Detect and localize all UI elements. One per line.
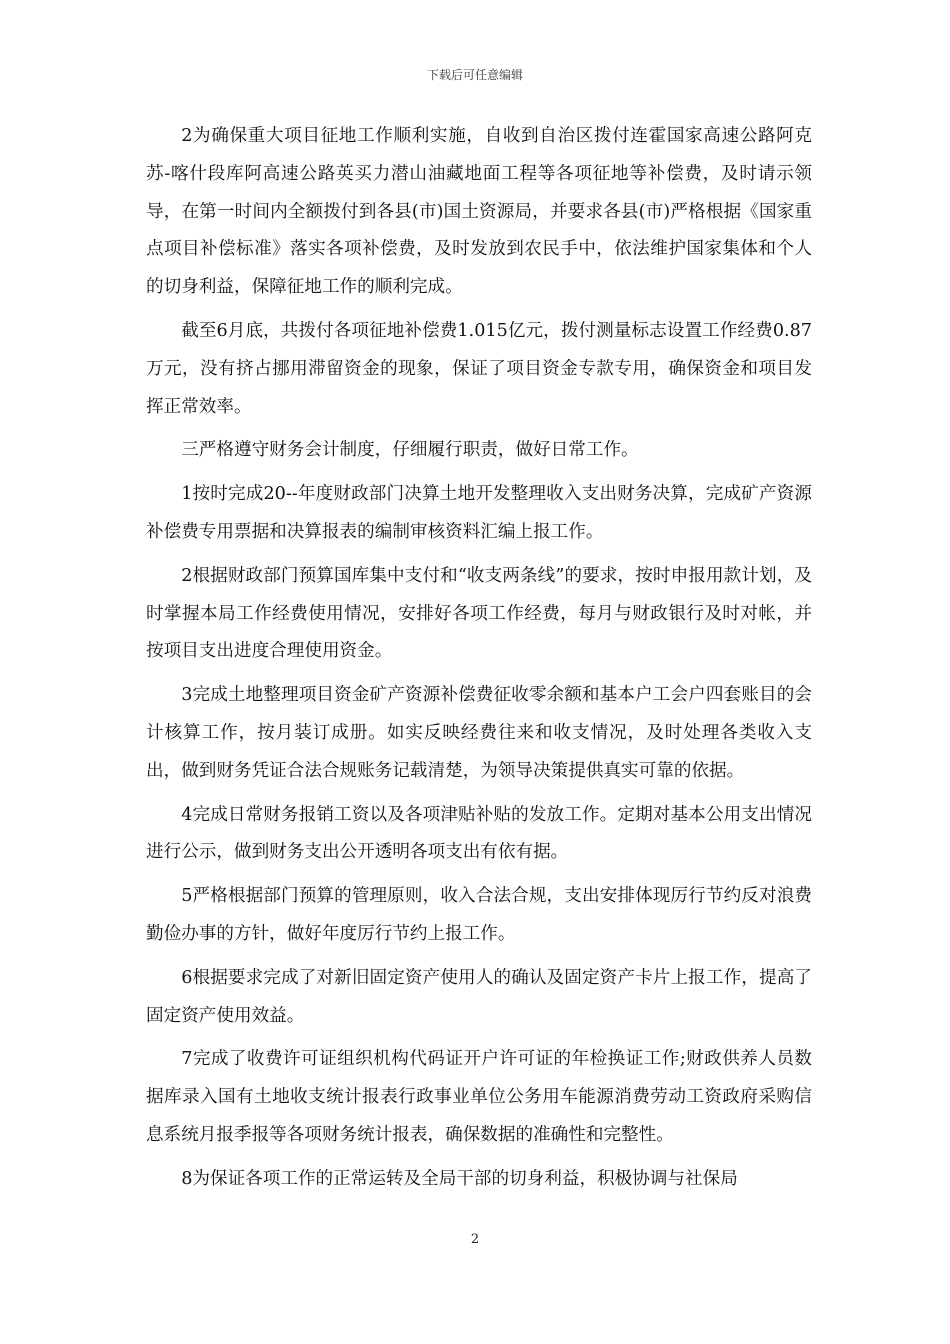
document-body xyxy=(146,118,812,1205)
page-header: 下载后可任意编辑 xyxy=(426,68,523,82)
paragraph: 5严格根据部门预算的管理原则，收入合法合规，支出安排体现厉行节约反对浪费勤俭办事的方针，做好年度厉行节约上报工作。 xyxy=(146,886,812,944)
paragraph: 2根据财政部门预算国库集中支付和“收支两条线”的要求，按时申报用款计划，及时掌握本局工作经费使用情况，安排好各项工作经费，每月与财政银行及时对帐，并按项目支出进度合理使用资金。 xyxy=(146,565,812,662)
paragraph: 1按时完成20--年度财政部门决算土地开发整理收入支出财务决算，完成矿产资源补偿费专用票据和决算报表的编制审核资料汇编上报工作。 xyxy=(146,484,812,542)
paragraph: 8为保证各项工作的正常运转及全局干部的切身利益，积极协调与社保局 xyxy=(181,1168,738,1189)
paragraph: 2为确保重大项目征地工作顺利实施，自收到自治区拨付连霍国家高速公路阿克苏-喀什段库阿高速公路英买力潜山油藏地面工程等各项征地等补偿费，及时请示领导，在第一时间内全额拨付到各县(市)国土资源局，并要求各县(市)严格根据《国家重点项目补偿标准》落实各项补偿费，及时发放到农民手中，依法维护国家集体和个人的切身利益，保障征地工作的顺利完成。 xyxy=(146,126,812,298)
paragraph: 截至6月底，共拨付各项征地补偿费1.015亿元，拨付测量标志设置工作经费0.87万元，没有挤占挪用滞留资金的现象，保证了项目资金专款专用，确保资金和项目发挥正常效率。 xyxy=(146,320,812,417)
paragraph: 6根据要求完成了对新旧固定资产使用人的确认及固定资产卡片上报工作，提高了固定资产使用效益。 xyxy=(146,967,812,1026)
page-number: 2 xyxy=(470,1232,480,1247)
paragraph: 3完成土地整理项目资金矿产资源补偿费征收零余额和基本户工会户四套账目的会计核算工作，按月装订成册。如实反映经费往来和收支情况，及时处理各类收入支出，做到财务凭证合法合规账务记载清楚，为领导决策提供真实可靠的依据。 xyxy=(146,685,812,781)
paragraph: 7完成了收费许可证组织机构代码证开户许可证的年检换证工作;财政供养人员数据库录入国有土地收支统计报表行政事业单位公务用车能源消费劳动工资政府采购信息系统月报季报等各项财务统计报表，确保数据的准确性和完整性。 xyxy=(146,1049,812,1145)
paragraph: 三严格遵守财务会计制度，仔细履行职责，做好日常工作。 xyxy=(181,440,639,461)
paragraph: 4完成日常财务报销工资以及各项津贴补贴的发放工作。定期对基本公用支出情况进行公示，做到财务支出公开透明各项支出有依有据。 xyxy=(146,804,812,863)
